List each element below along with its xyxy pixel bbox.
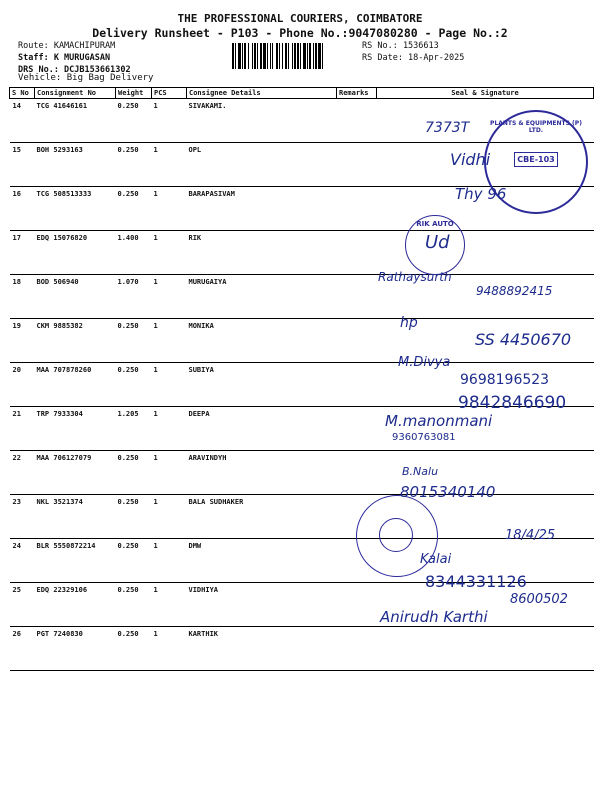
table-row <box>10 407 594 451</box>
table-row <box>10 627 594 671</box>
cell-weight: 0.250 <box>116 363 152 407</box>
sig-18a: Rathaysurth <box>378 270 452 284</box>
barcode-bar <box>248 43 249 69</box>
col-consignee: Consignee Details <box>187 88 337 99</box>
cell-pcs: 1 <box>152 407 187 451</box>
cell-consignment: TCG 41646161 <box>35 99 116 143</box>
col-sno: S No <box>10 88 35 99</box>
barcode <box>232 43 355 69</box>
table-row <box>10 231 594 275</box>
table-header-row <box>10 88 594 99</box>
sig-25a: Kalai <box>420 552 452 567</box>
cell-weight: 0.250 <box>116 627 152 671</box>
cell-consignee: RIK <box>187 231 337 275</box>
barcode-bar <box>300 43 301 69</box>
seal-inner-ring <box>379 518 413 552</box>
cell-consignment: CKM 9885382 <box>35 319 116 363</box>
cell-sno: 18 <box>10 275 35 319</box>
cell-consignment: BOD 506940 <box>35 275 116 319</box>
cell-pcs: 1 <box>152 583 187 627</box>
sig-23b: 8015340140 <box>400 483 496 501</box>
barcode-bar <box>282 43 283 69</box>
cell-remarks <box>337 363 377 407</box>
cell-remarks <box>337 275 377 319</box>
cell-sno: 14 <box>10 99 35 143</box>
barcode-bar <box>279 43 280 69</box>
runsheet-title: Delivery Runsheet - P103 - Phone No.:9047080280 - Page No.:2 <box>92 26 508 40</box>
cell-sno: 23 <box>10 495 35 539</box>
barcode-bar <box>238 43 241 69</box>
cell-pcs: 1 <box>152 187 187 231</box>
barcode-bar <box>288 43 289 69</box>
barcode-bar <box>276 43 278 69</box>
cell-pcs: 1 <box>152 495 187 539</box>
cell-consignment: MAA 707878260 <box>35 363 116 407</box>
cell-pcs: 1 <box>152 627 187 671</box>
col-remarks: Remarks <box>337 88 377 99</box>
cell-consignee: OPL <box>187 143 337 187</box>
cell-consignee: ARAVINDYH <box>187 451 337 495</box>
vehicle-text: Vehicle: Big Bag Delivery <box>18 73 154 83</box>
cell-consignment: TRP 7933304 <box>35 407 116 451</box>
cell-consignee: DMW <box>187 539 337 583</box>
cell-consignment: EDQ 15076820 <box>35 231 116 275</box>
cell-pcs: 1 <box>152 363 187 407</box>
barcode-bar <box>307 43 308 69</box>
cell-consignment: MAA 706127079 <box>35 451 116 495</box>
staff-text: Staff: K MURUGASAN <box>18 53 111 63</box>
cell-consignee: MONIKA <box>187 319 337 363</box>
cell-sno: 19 <box>10 319 35 363</box>
sig-22a: M.manonmani <box>385 412 493 430</box>
cell-remarks <box>337 407 377 451</box>
cell-sno: 20 <box>10 363 35 407</box>
cell-remarks <box>337 627 377 671</box>
cell-consignee: MURUGAIYA <box>187 275 337 319</box>
cell-sno: 15 <box>10 143 35 187</box>
barcode-bar <box>235 43 236 69</box>
cell-consignee: SUBIYA <box>187 363 337 407</box>
cbe-stamp-box: CBE-103 <box>514 152 558 167</box>
barcode-bar <box>254 43 256 69</box>
cell-weight: 0.250 <box>116 495 152 539</box>
barcode-bar <box>267 43 268 69</box>
sig-25b: 8344331126 <box>425 572 527 591</box>
cell-pcs: 1 <box>152 143 187 187</box>
cell-remarks <box>337 451 377 495</box>
barcode-bar <box>244 43 246 69</box>
barcode-bar <box>309 43 311 69</box>
meta-right <box>362 40 464 64</box>
cell-remarks <box>337 187 377 231</box>
company-title: THE PROFESSIONAL COURIERS, COIMBATORE <box>177 12 423 25</box>
cell-weight: 0.250 <box>116 187 152 231</box>
barcode-bar <box>297 43 299 69</box>
barcode-bar <box>315 43 317 69</box>
cell-sno: 21 <box>10 407 35 451</box>
barcode-bar <box>257 43 258 69</box>
col-pcs: PCS <box>152 88 187 99</box>
cell-sno: 24 <box>10 539 35 583</box>
rs-date-text: RS Date: 18-Apr-2025 <box>362 53 465 63</box>
sig-20b: M.Divya <box>398 355 451 370</box>
cell-weight: 0.250 <box>116 99 152 143</box>
sig-15: Vidhi <box>450 150 491 169</box>
col-seal: Seal & Signature <box>377 88 594 99</box>
cell-pcs: 1 <box>152 231 187 275</box>
cell-seal-signature <box>377 627 594 671</box>
cell-consignment: EDQ 22329106 <box>35 583 116 627</box>
cell-consignment: BLR 5550872214 <box>35 539 116 583</box>
cell-sno: 26 <box>10 627 35 671</box>
sig-18b: 9488892415 <box>476 284 553 298</box>
sig-20a: SS 4450670 <box>475 330 572 349</box>
rik-stamp-text: RIK AUTO <box>416 220 454 228</box>
cell-consignee: SIVAKAMI. <box>187 99 337 143</box>
sig-24: 18/4/25 <box>505 528 556 543</box>
cell-pcs: 1 <box>152 451 187 495</box>
cell-sno: 16 <box>10 187 35 231</box>
cell-weight: 1.400 <box>116 231 152 275</box>
cell-sno: 17 <box>10 231 35 275</box>
col-weight: Weight <box>116 88 152 99</box>
cell-consignment: PGT 7240830 <box>35 627 116 671</box>
barcode-bar <box>252 43 253 69</box>
sig-19: hp <box>400 315 418 331</box>
drs-text: DRS No.: DCJB153661302 <box>18 65 131 75</box>
cell-consignment: BOH 5293163 <box>35 143 116 187</box>
cell-weight: 0.250 <box>116 451 152 495</box>
barcode-bar <box>313 43 314 69</box>
cell-pcs: 1 <box>152 319 187 363</box>
sig-21a: 9698196523 <box>460 372 550 388</box>
sig-21b: 9842846690 <box>458 393 567 413</box>
col-consignment: Consignment No <box>35 88 116 99</box>
barcode-bar <box>322 43 323 69</box>
rs-no-text: RS No.: 1536613 <box>362 41 439 51</box>
sig-17: Ud <box>425 232 450 253</box>
sig-26b: 8600502 <box>510 592 568 607</box>
cell-weight: 0.250 <box>116 539 152 583</box>
barcode-bar <box>270 43 271 69</box>
barcode-bar <box>285 43 287 69</box>
cell-consignee: VIDHIYA <box>187 583 337 627</box>
cell-weight: 0.250 <box>116 319 152 363</box>
cell-remarks <box>337 583 377 627</box>
cell-remarks <box>337 143 377 187</box>
barcode-bar <box>263 43 266 69</box>
cell-pcs: 1 <box>152 275 187 319</box>
cell-weight: 1.070 <box>116 275 152 319</box>
cell-sno: 22 <box>10 451 35 495</box>
cell-consignee: DEEPA <box>187 407 337 451</box>
cell-weight: 0.250 <box>116 143 152 187</box>
route-text: Route: KAMACHIPURAM <box>18 41 116 51</box>
equipment-stamp-text: PLANTS & EQUIPMENTS (P) LTD. <box>490 120 582 134</box>
cell-remarks <box>337 99 377 143</box>
cell-consignment: TCG 508513333 <box>35 187 116 231</box>
sig-23a: B.Nalu <box>402 465 439 478</box>
cell-remarks <box>337 231 377 275</box>
cell-pcs: 1 <box>152 539 187 583</box>
cell-sno: 25 <box>10 583 35 627</box>
barcode-bar <box>318 43 321 69</box>
barcode-bar <box>292 43 293 69</box>
sig-14: 7373T <box>425 120 470 136</box>
cell-weight: 0.250 <box>116 583 152 627</box>
cell-pcs: 1 <box>152 99 187 143</box>
barcode-bar <box>260 43 262 69</box>
barcode-bar <box>242 43 243 69</box>
barcode-bar <box>272 43 273 69</box>
table-row <box>10 451 594 495</box>
barcode-bar <box>294 43 296 69</box>
cell-consignment: NKL 3521374 <box>35 495 116 539</box>
cell-weight: 1.205 <box>116 407 152 451</box>
cell-remarks <box>337 319 377 363</box>
sig-16: Thy 96 <box>455 185 507 203</box>
cell-consignee: KARTHIK <box>187 627 337 671</box>
cell-consignee: BALA SUDHAKER <box>187 495 337 539</box>
barcode-bar <box>303 43 306 69</box>
meta-left <box>18 40 131 76</box>
cell-consignee: BARAPASIVAM <box>187 187 337 231</box>
sig-26a: Anirudh Karthi <box>380 608 488 626</box>
barcode-bar <box>232 43 234 69</box>
sig-22b: 9360763081 <box>392 432 456 443</box>
